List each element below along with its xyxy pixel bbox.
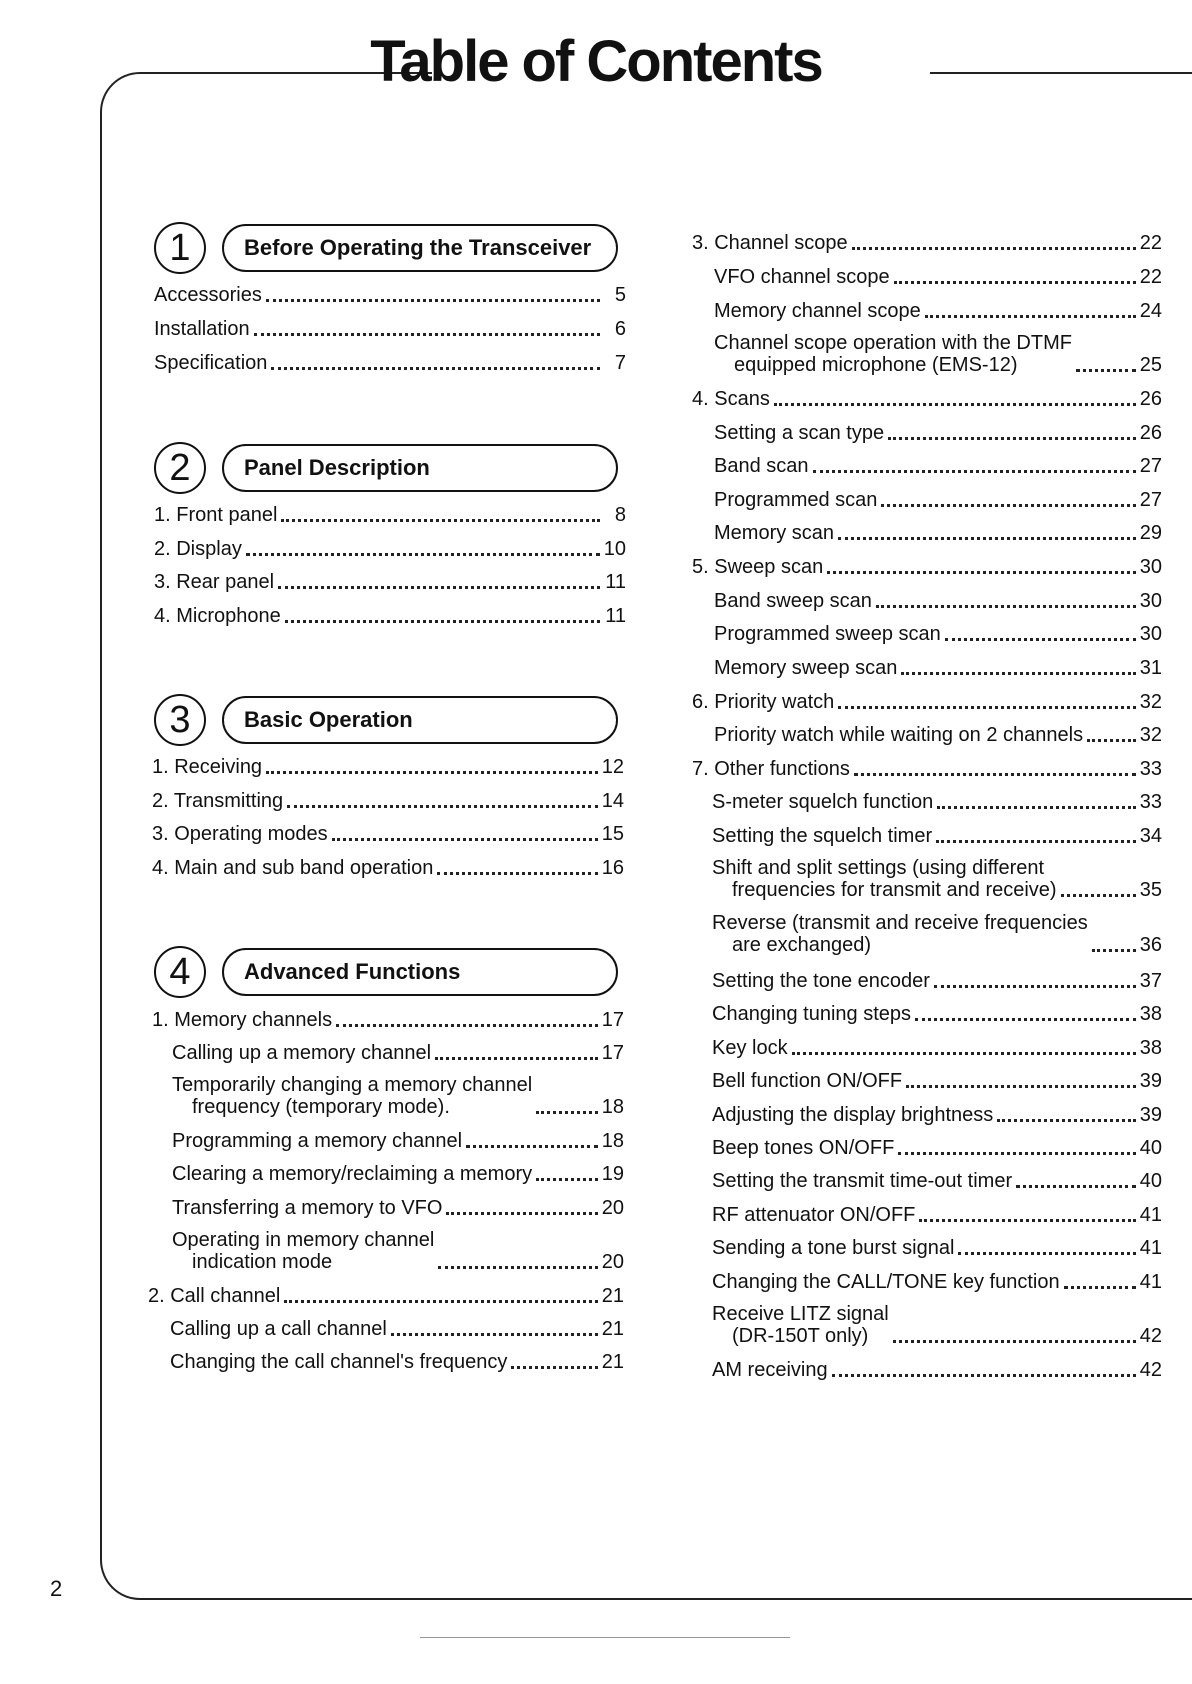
toc-entry[interactable]: Beep tones ON/OFF 40 bbox=[712, 1137, 1162, 1159]
toc-entry[interactable]: Memory sweep scan 31 bbox=[714, 657, 1162, 679]
toc-entry[interactable]: 4. Scans 26 bbox=[692, 388, 1162, 410]
toc-entry[interactable]: Clearing a memory/reclaiming a memory 19 bbox=[172, 1163, 624, 1185]
toc-entry[interactable]: 1. Front panel 8 bbox=[154, 504, 626, 526]
toc-entry[interactable]: Accessories 5 bbox=[154, 284, 626, 306]
toc-entry[interactable]: Setting the transmit time-out timer 40 bbox=[712, 1170, 1162, 1192]
toc-entry[interactable]: 7. Other functions 33 bbox=[692, 758, 1162, 780]
toc-entry[interactable]: Specification 7 bbox=[154, 352, 626, 374]
page-number: 2 bbox=[50, 1576, 63, 1601]
toc-entry[interactable]: Band scan 27 bbox=[714, 455, 1162, 477]
toc-entry[interactable]: Setting the tone encoder 37 bbox=[712, 970, 1162, 992]
toc-entry[interactable]: Shift and split settings (using different frequencies for transmit and receive) 35 bbox=[712, 857, 1162, 901]
footer-rule bbox=[420, 1637, 790, 1638]
toc-entry[interactable]: 1. Receiving 12 bbox=[152, 756, 624, 778]
toc-entry[interactable]: Changing the call channel's frequency 21 bbox=[170, 1351, 624, 1373]
toc-entry[interactable]: Calling up a call channel 21 bbox=[170, 1318, 624, 1340]
toc-entry[interactable]: Receive LITZ signal (DR-150T only) 42 bbox=[712, 1303, 1162, 1347]
toc-entry[interactable]: Installation 6 bbox=[154, 318, 626, 340]
toc-entry[interactable]: Sending a tone burst signal 41 bbox=[712, 1237, 1162, 1259]
toc-entry[interactable]: Programmed scan 27 bbox=[714, 489, 1162, 511]
toc-entry[interactable]: Operating in memory channel indication mode 20 bbox=[172, 1229, 624, 1273]
toc-entry[interactable]: 5. Sweep scan 30 bbox=[692, 556, 1162, 578]
section-title: Advanced Functions bbox=[222, 948, 618, 996]
toc-entry[interactable]: Changing the CALL/TONE key function 41 bbox=[712, 1271, 1162, 1293]
toc-entry[interactable]: 4. Microphone 11 bbox=[154, 605, 626, 627]
toc-entry[interactable]: Programming a memory channel 18 bbox=[172, 1130, 624, 1152]
toc-entry[interactable]: Temporarily changing a memory channel frequency (temporary mode). 18 bbox=[172, 1074, 624, 1118]
toc-entry[interactable]: Changing tuning steps 38 bbox=[712, 1003, 1162, 1025]
toc-entry[interactable]: VFO channel scope 22 bbox=[714, 266, 1162, 288]
toc-entry[interactable]: 2. Transmitting 14 bbox=[152, 790, 624, 812]
toc-entry[interactable]: S-meter squelch function 33 bbox=[712, 791, 1162, 813]
toc-entry[interactable]: AM receiving 42 bbox=[712, 1359, 1162, 1381]
section-number: 1 bbox=[154, 222, 206, 274]
toc-entry[interactable]: 3. Channel scope 22 bbox=[692, 232, 1162, 254]
toc-entry[interactable]: RF attenuator ON/OFF 41 bbox=[712, 1204, 1162, 1226]
toc-entry[interactable]: 4. Main and sub band operation 16 bbox=[152, 857, 624, 879]
section-title: Basic Operation bbox=[222, 696, 618, 744]
section-number: 4 bbox=[154, 946, 206, 998]
toc-entry[interactable]: Calling up a memory channel 17 bbox=[172, 1042, 624, 1064]
toc-entry[interactable]: Setting a scan type 26 bbox=[714, 422, 1162, 444]
toc-entry[interactable]: Setting the squelch timer 34 bbox=[712, 825, 1162, 847]
toc-entry[interactable]: 3. Operating modes 15 bbox=[152, 823, 624, 845]
toc-entry[interactable]: Programmed sweep scan 30 bbox=[714, 623, 1162, 645]
section-number: 2 bbox=[154, 442, 206, 494]
toc-entry[interactable]: Key lock 38 bbox=[712, 1037, 1162, 1059]
toc-entry[interactable]: Memory channel scope 24 bbox=[714, 300, 1162, 322]
section-title: Panel Description bbox=[222, 444, 618, 492]
toc-entry[interactable]: Channel scope operation with the DTMF equipped microphone (EMS-12) 25 bbox=[714, 332, 1162, 376]
toc-entry[interactable]: Memory scan 29 bbox=[714, 522, 1162, 544]
toc-entry[interactable]: Transferring a memory to VFO 20 bbox=[172, 1197, 624, 1219]
toc-entry[interactable]: Band sweep scan 30 bbox=[714, 590, 1162, 612]
toc-entry[interactable]: Reverse (transmit and receive frequencies are exchanged) 36 bbox=[712, 912, 1162, 956]
toc-entry[interactable]: 3. Rear panel 11 bbox=[154, 571, 626, 593]
toc-entry[interactable]: Bell function ON/OFF 39 bbox=[712, 1070, 1162, 1092]
toc-entry[interactable]: Adjusting the display brightness 39 bbox=[712, 1104, 1162, 1126]
section-number: 3 bbox=[154, 694, 206, 746]
toc-entry[interactable]: 2. Display 10 bbox=[154, 538, 626, 560]
section-title: Before Operating the Transceiver bbox=[222, 224, 618, 272]
toc-entry[interactable]: 1. Memory channels 17 bbox=[152, 1009, 624, 1031]
toc-entry[interactable]: 2. Call channel 21 bbox=[148, 1285, 624, 1307]
toc-entry[interactable]: 6. Priority watch 32 bbox=[692, 691, 1162, 713]
page-title: Table of Contents bbox=[370, 29, 822, 94]
toc-entry[interactable]: Priority watch while waiting on 2 channels 32 bbox=[714, 724, 1162, 746]
